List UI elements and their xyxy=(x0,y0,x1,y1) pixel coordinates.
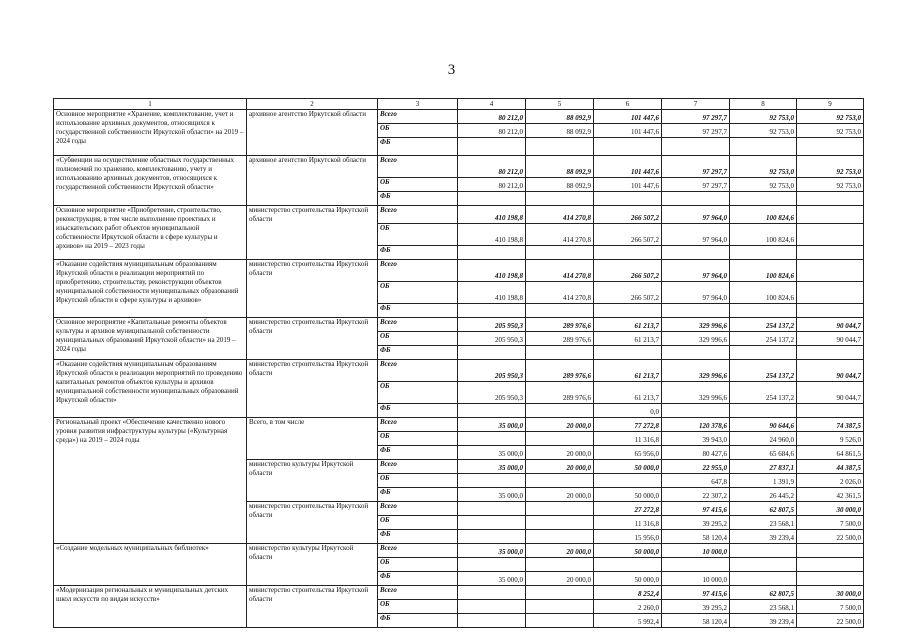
activity-description: «Создание модельных муниципальных библиотек» xyxy=(54,544,247,586)
amount-cell: 329 996,6 xyxy=(662,318,730,332)
amount-cell: 414 270,8 xyxy=(526,224,594,246)
amount-cell: 97 297,7 xyxy=(662,156,730,178)
amount-cell: 22 500,0 xyxy=(797,614,864,628)
amount-cell: 20 000,0 xyxy=(526,572,594,586)
amount-cell: 329 996,6 xyxy=(662,332,730,346)
amount-cell xyxy=(458,586,526,600)
funding-source: ФБ xyxy=(378,138,458,156)
funding-source: ОБ xyxy=(378,332,458,346)
amount-cell: 254 137,2 xyxy=(730,332,797,346)
amount-cell: 120 378,6 xyxy=(662,418,730,432)
amount-cell: 23 568,1 xyxy=(730,600,797,614)
amount-cell: 100 824,6 xyxy=(730,260,797,282)
amount-cell: 97 297,7 xyxy=(662,124,730,138)
funding-source: Всего xyxy=(378,502,458,516)
amount-cell: 289 976,6 xyxy=(526,332,594,346)
amount-cell xyxy=(594,246,662,260)
amount-cell: 205 950,3 xyxy=(458,332,526,346)
amount-cell xyxy=(458,304,526,318)
amount-cell: 266 507,2 xyxy=(594,282,662,304)
funding-source: ОБ xyxy=(378,282,458,304)
amount-cell xyxy=(526,502,594,516)
amount-cell: 410 198,8 xyxy=(458,206,526,224)
amount-cell: 254 137,2 xyxy=(730,318,797,332)
executor: министерство строительства Иркутской области xyxy=(247,260,378,318)
amount-cell: 289 976,6 xyxy=(526,382,594,404)
amount-cell: 80 212,0 xyxy=(458,124,526,138)
amount-cell: 20 000,0 xyxy=(526,418,594,432)
amount-cell xyxy=(797,224,864,246)
table-row xyxy=(54,260,864,282)
amount-cell: 2 026,0 xyxy=(797,474,864,488)
amount-cell: 410 198,8 xyxy=(458,282,526,304)
amount-cell: 39 295,2 xyxy=(662,600,730,614)
executor: архивное агентство Иркутской области xyxy=(247,110,378,156)
amount-cell: 50 000,0 xyxy=(594,488,662,502)
table-row xyxy=(54,318,864,332)
amount-cell: 88 092,9 xyxy=(526,124,594,138)
funding-source: ОБ xyxy=(378,558,458,572)
amount-cell: 97 297,7 xyxy=(662,110,730,124)
amount-cell: 100 824,6 xyxy=(730,224,797,246)
amount-cell xyxy=(797,246,864,260)
amount-cell xyxy=(797,304,864,318)
activity-description: Основное мероприятие «Хранение, комплектование, учет и использование архивных документов, относящихся к государственной собственности Иркутской области» на 2019 – 2024 годы xyxy=(54,110,247,156)
amount-cell xyxy=(594,346,662,360)
funding-source: Всего xyxy=(378,260,458,282)
amount-cell xyxy=(797,206,864,224)
amount-cell: 97 964,0 xyxy=(662,206,730,224)
amount-cell xyxy=(662,346,730,360)
amount-cell: 26 445,2 xyxy=(730,488,797,502)
amount-cell xyxy=(526,138,594,156)
amount-cell: 22 500,0 xyxy=(797,530,864,544)
amount-cell: 50 000,0 xyxy=(594,544,662,558)
amount-cell: 2 260,0 xyxy=(594,600,662,614)
amount-cell: 90 644,6 xyxy=(730,418,797,432)
amount-cell: 50 000,0 xyxy=(594,572,662,586)
amount-cell: 35 000,0 xyxy=(458,460,526,474)
amount-cell: 205 950,3 xyxy=(458,360,526,382)
amount-cell xyxy=(526,192,594,206)
amount-cell: 7 500,0 xyxy=(797,516,864,530)
amount-cell: 92 753,0 xyxy=(797,110,864,124)
amount-cell: 90 044,7 xyxy=(797,382,864,404)
amount-cell: 97 964,0 xyxy=(662,282,730,304)
funding-source: ОБ xyxy=(378,474,458,488)
amount-cell: 58 120,4 xyxy=(662,530,730,544)
amount-cell: 101 447,6 xyxy=(594,156,662,178)
amount-cell xyxy=(526,558,594,572)
funding-source: ФБ xyxy=(378,446,458,460)
amount-cell: 24 960,0 xyxy=(730,432,797,446)
amount-cell xyxy=(458,246,526,260)
amount-cell: 101 447,6 xyxy=(594,110,662,124)
funding-source: Всего xyxy=(378,156,458,178)
amount-cell: 61 213,7 xyxy=(594,332,662,346)
funding-source: ФБ xyxy=(378,346,458,360)
column-header: 1 xyxy=(54,99,247,110)
activity-description: «Субвенции на осуществление областных государственных полномочий по хранению, комплектованию, учету и использованию архивных документов, относящихся к государственной собственности Иркутской области» xyxy=(54,156,247,206)
amount-cell: 92 753,0 xyxy=(730,156,797,178)
amount-cell xyxy=(797,260,864,282)
amount-cell: 88 092,9 xyxy=(526,178,594,192)
amount-cell: 35 000,0 xyxy=(458,544,526,558)
amount-cell: 92 753,0 xyxy=(730,178,797,192)
funding-source: ОБ xyxy=(378,124,458,138)
amount-cell xyxy=(526,346,594,360)
amount-cell: 64 861,5 xyxy=(797,446,864,460)
amount-cell: 101 447,6 xyxy=(594,124,662,138)
executor: министерство строительства Иркутской области xyxy=(247,502,378,544)
activity-description: «Оказание содействия муниципальным образованиям Иркутской области в реализации мероприятий по проведению капитальных ремонтов объектов культуры и архивов муниципальной собственности муниципальных образований Иркутской области» xyxy=(54,360,247,418)
amount-cell: 65 684,6 xyxy=(730,446,797,460)
amount-cell: 42 361,5 xyxy=(797,488,864,502)
amount-cell: 22 307,2 xyxy=(662,488,730,502)
amount-cell: 88 092,9 xyxy=(526,156,594,178)
amount-cell: 100 824,6 xyxy=(730,282,797,304)
funding-source: ОБ xyxy=(378,224,458,246)
amount-cell xyxy=(458,138,526,156)
funding-source: ФБ xyxy=(378,246,458,260)
amount-cell: 22 955,0 xyxy=(662,460,730,474)
amount-cell xyxy=(797,404,864,418)
activity-description: «Модернизация региональных и муниципальных детских школ искусств по видам искусств» xyxy=(54,586,247,628)
amount-cell: 92 753,0 xyxy=(730,124,797,138)
amount-cell xyxy=(730,404,797,418)
amount-cell xyxy=(526,600,594,614)
activity-description: Региональный проект «Обеспечение качественно нового уровня развития инфраструктуры культуры («Культурная среда») на 2019 – 2024 годы xyxy=(54,418,247,544)
amount-cell xyxy=(662,138,730,156)
funding-source: ОБ xyxy=(378,178,458,192)
funding-source: ФБ xyxy=(378,614,458,628)
funding-source: ФБ xyxy=(378,530,458,544)
amount-cell xyxy=(797,138,864,156)
amount-cell xyxy=(797,282,864,304)
amount-cell: 35 000,0 xyxy=(458,418,526,432)
amount-cell: 61 213,7 xyxy=(594,318,662,332)
amount-cell xyxy=(526,516,594,530)
amount-cell xyxy=(458,404,526,418)
amount-cell: 35 000,0 xyxy=(458,488,526,502)
amount-cell xyxy=(730,346,797,360)
amount-cell xyxy=(526,432,594,446)
amount-cell xyxy=(797,544,864,558)
amount-cell: 35 000,0 xyxy=(458,446,526,460)
table-row xyxy=(54,156,864,178)
amount-cell: 92 753,0 xyxy=(797,124,864,138)
funding-source: Всего xyxy=(378,418,458,432)
amount-cell: 39 295,2 xyxy=(662,516,730,530)
amount-cell: 414 270,8 xyxy=(526,282,594,304)
amount-cell: 10 000,0 xyxy=(662,544,730,558)
amount-cell xyxy=(730,572,797,586)
column-header: 2 xyxy=(247,99,378,110)
amount-cell: 30 000,0 xyxy=(797,502,864,516)
header-row xyxy=(54,99,864,110)
column-header: 4 xyxy=(458,99,526,110)
funding-source: ОБ xyxy=(378,432,458,446)
funding-source: ФБ xyxy=(378,404,458,418)
amount-cell: 27 272,8 xyxy=(594,502,662,516)
amount-cell: 62 807,5 xyxy=(730,586,797,600)
amount-cell: 205 950,3 xyxy=(458,318,526,332)
amount-cell xyxy=(797,572,864,586)
table-row xyxy=(54,206,864,224)
table-row xyxy=(54,110,864,124)
amount-cell: 39 239,4 xyxy=(730,614,797,628)
funding-source: Всего xyxy=(378,586,458,600)
amount-cell: 62 807,5 xyxy=(730,502,797,516)
amount-cell: 80 427,6 xyxy=(662,446,730,460)
executor: министерство строительства Иркутской области xyxy=(247,206,378,260)
amount-cell xyxy=(526,246,594,260)
amount-cell xyxy=(526,304,594,318)
funding-source: ФБ xyxy=(378,304,458,318)
amount-cell: 39 943,0 xyxy=(662,432,730,446)
amount-cell: 11 316,8 xyxy=(594,516,662,530)
column-header: 6 xyxy=(594,99,662,110)
amount-cell: 88 092,9 xyxy=(526,110,594,124)
amount-cell: 80 212,0 xyxy=(458,178,526,192)
amount-cell: 329 996,6 xyxy=(662,382,730,404)
funding-source: ФБ xyxy=(378,572,458,586)
amount-cell xyxy=(526,530,594,544)
funding-source: ОБ xyxy=(378,516,458,530)
amount-cell: 1 391,9 xyxy=(730,474,797,488)
amount-cell: 20 000,0 xyxy=(526,446,594,460)
amount-cell: 50 000,0 xyxy=(594,460,662,474)
funding-source: Всего xyxy=(378,318,458,332)
amount-cell: 11 316,8 xyxy=(594,432,662,446)
amount-cell: 7 500,0 xyxy=(797,600,864,614)
amount-cell: 77 272,8 xyxy=(594,418,662,432)
funding-source: Всего xyxy=(378,360,458,382)
amount-cell xyxy=(458,614,526,628)
amount-cell: 647,8 xyxy=(662,474,730,488)
table-row xyxy=(54,544,864,558)
page-number: 3 xyxy=(447,62,456,78)
amount-cell: 61 213,7 xyxy=(594,360,662,382)
amount-cell xyxy=(730,246,797,260)
amount-cell: 329 996,6 xyxy=(662,360,730,382)
amount-cell: 289 976,6 xyxy=(526,318,594,332)
amount-cell: 80 212,0 xyxy=(458,110,526,124)
column-header: 9 xyxy=(797,99,864,110)
amount-cell: 266 507,2 xyxy=(594,224,662,246)
amount-cell: 92 753,0 xyxy=(797,178,864,192)
amount-cell: 266 507,2 xyxy=(594,260,662,282)
amount-cell: 58 120,4 xyxy=(662,614,730,628)
amount-cell: 254 137,2 xyxy=(730,382,797,404)
amount-cell: 0,0 xyxy=(594,404,662,418)
amount-cell: 100 824,6 xyxy=(730,206,797,224)
amount-cell xyxy=(458,530,526,544)
executor: министерство строительства Иркутской области xyxy=(247,318,378,360)
amount-cell: 92 753,0 xyxy=(730,110,797,124)
budget-table xyxy=(53,98,864,628)
table-row xyxy=(54,418,864,432)
amount-cell xyxy=(730,304,797,318)
amount-cell: 90 044,7 xyxy=(797,318,864,332)
amount-cell xyxy=(730,544,797,558)
amount-cell xyxy=(458,192,526,206)
funding-source: ФБ xyxy=(378,192,458,206)
amount-cell xyxy=(594,474,662,488)
amount-cell xyxy=(458,516,526,530)
amount-cell xyxy=(662,304,730,318)
amount-cell xyxy=(797,558,864,572)
amount-cell: 97 415,6 xyxy=(662,502,730,516)
amount-cell xyxy=(594,192,662,206)
funding-source: Всего xyxy=(378,206,458,224)
funding-source: ФБ xyxy=(378,488,458,502)
amount-cell: 92 753,0 xyxy=(797,156,864,178)
amount-cell: 27 837,1 xyxy=(730,460,797,474)
amount-cell xyxy=(662,192,730,206)
amount-cell xyxy=(526,474,594,488)
column-header: 3 xyxy=(378,99,458,110)
amount-cell: 74 387,5 xyxy=(797,418,864,432)
amount-cell xyxy=(662,404,730,418)
amount-cell: 20 000,0 xyxy=(526,488,594,502)
funding-source: Всего xyxy=(378,544,458,558)
amount-cell: 266 507,2 xyxy=(594,206,662,224)
amount-cell xyxy=(458,502,526,516)
amount-cell: 410 198,8 xyxy=(458,224,526,246)
funding-source: ОБ xyxy=(378,382,458,404)
amount-cell xyxy=(797,346,864,360)
amount-cell: 61 213,7 xyxy=(594,382,662,404)
amount-cell xyxy=(797,192,864,206)
amount-cell: 97 964,0 xyxy=(662,260,730,282)
amount-cell xyxy=(458,600,526,614)
amount-cell: 20 000,0 xyxy=(526,544,594,558)
table-row xyxy=(54,586,864,600)
amount-cell: 414 270,8 xyxy=(526,260,594,282)
amount-cell: 35 000,0 xyxy=(458,572,526,586)
amount-cell: 9 526,0 xyxy=(797,432,864,446)
amount-cell: 20 000,0 xyxy=(526,460,594,474)
activity-description: «Оказание содействия муниципальным образованиям Иркутской области в реализации мероприятий по приобретению, строительству, реконструкции объектов муниципальной собственности муниципальных образований Иркутской области в сфере культуры и архивов» xyxy=(54,260,247,318)
amount-cell: 90 044,7 xyxy=(797,332,864,346)
executor: министерство строительства Иркутской области xyxy=(247,360,378,418)
amount-cell xyxy=(730,192,797,206)
amount-cell: 97 297,7 xyxy=(662,178,730,192)
amount-cell: 44 387,5 xyxy=(797,460,864,474)
column-header: 5 xyxy=(526,99,594,110)
amount-cell xyxy=(458,558,526,572)
amount-cell: 205 950,3 xyxy=(458,382,526,404)
amount-cell: 90 044,7 xyxy=(797,360,864,382)
amount-cell: 289 976,6 xyxy=(526,360,594,382)
column-header: 7 xyxy=(662,99,730,110)
executor: Всего, в том числе xyxy=(247,418,378,460)
activity-description: Основное мероприятие «Приобретение, строительство, реконструкция, в том числе выполнение проектных и изыскательских работ объектов муниципальной собственности Иркутской области в сфере культуры и архивов» на 2019 – 2023 годы xyxy=(54,206,247,260)
amount-cell: 5 992,4 xyxy=(594,614,662,628)
amount-cell: 101 447,6 xyxy=(594,178,662,192)
amount-cell xyxy=(594,138,662,156)
amount-cell xyxy=(730,138,797,156)
executor: министерство культуры Иркутской области xyxy=(247,544,378,586)
amount-cell xyxy=(458,474,526,488)
amount-cell: 39 239,4 xyxy=(730,530,797,544)
amount-cell xyxy=(662,246,730,260)
amount-cell xyxy=(730,558,797,572)
amount-cell: 23 568,1 xyxy=(730,516,797,530)
amount-cell xyxy=(594,558,662,572)
amount-cell: 97 415,6 xyxy=(662,586,730,600)
amount-cell xyxy=(526,614,594,628)
amount-cell: 65 956,0 xyxy=(594,446,662,460)
column-header: 8 xyxy=(730,99,797,110)
amount-cell: 8 252,4 xyxy=(594,586,662,600)
amount-cell xyxy=(458,432,526,446)
amount-cell: 410 198,8 xyxy=(458,260,526,282)
amount-cell: 80 212,0 xyxy=(458,156,526,178)
amount-cell: 414 270,8 xyxy=(526,206,594,224)
executor: архивное агентство Иркутской области xyxy=(247,156,378,206)
amount-cell: 97 964,0 xyxy=(662,224,730,246)
amount-cell: 10 000,0 xyxy=(662,572,730,586)
funding-source: Всего xyxy=(378,110,458,124)
amount-cell: 254 137,2 xyxy=(730,360,797,382)
funding-source: ОБ xyxy=(378,600,458,614)
amount-cell: 15 956,0 xyxy=(594,530,662,544)
amount-cell xyxy=(458,346,526,360)
amount-cell xyxy=(526,404,594,418)
executor: министерство строительства Иркутской области xyxy=(247,586,378,628)
amount-cell xyxy=(594,304,662,318)
activity-description: Основное мероприятие «Капитальные ремонты объектов культуры и архивов муниципальной собственности муниципальных образований Иркутской области» на 2019 – 2024 годы xyxy=(54,318,247,360)
executor: министерство культуры Иркутской области xyxy=(247,460,378,502)
amount-cell: 30 000,0 xyxy=(797,586,864,600)
amount-cell xyxy=(526,586,594,600)
funding-source: Всего xyxy=(378,460,458,474)
table-row xyxy=(54,360,864,382)
amount-cell xyxy=(662,558,730,572)
